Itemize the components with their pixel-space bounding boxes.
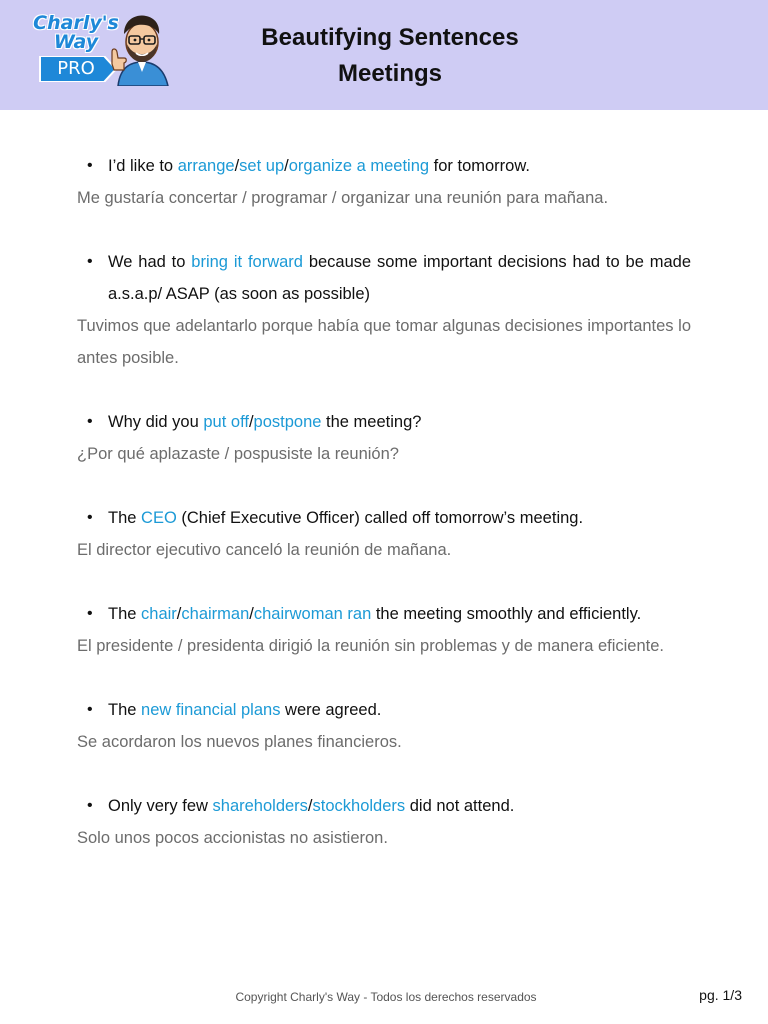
- sentence-text: /: [248, 413, 254, 431]
- bullet-icon: •: [87, 413, 93, 430]
- sentence-text: /: [249, 605, 254, 623]
- sentence-list: [77, 150, 691, 886]
- bullet-icon: •: [87, 797, 93, 814]
- page-subtitle: Meetings: [337, 60, 442, 87]
- sentence-text: the meeting?: [321, 413, 422, 431]
- highlighted-phrase: bring it forward: [191, 253, 303, 271]
- footer-copyright: Copyright Charly's Way - Todos los derechos reservados: [235, 990, 537, 1004]
- sentence-text: because some important decisions had to be made a.s.a.p/ ASAP (as soon as possible): [108, 253, 691, 303]
- logo-pro-label: PRO: [57, 58, 95, 79]
- sentence-text: The: [108, 509, 142, 527]
- mascot-icon: [108, 12, 172, 86]
- sentence-text: /: [176, 605, 182, 623]
- charlys-way-logo: [30, 12, 172, 90]
- sentence-entry: [77, 790, 691, 854]
- page-title: Beautifying Sentences: [261, 24, 519, 51]
- highlighted-phrase: stockholders: [312, 797, 406, 815]
- page-titles: [200, 20, 580, 92]
- logo-text-line1: Charly's: [33, 12, 119, 34]
- highlighted-phrase: chairwoman ran: [253, 605, 372, 623]
- english-sentence: [77, 246, 691, 310]
- bullet-icon: •: [87, 605, 93, 622]
- sentence-text: Why did you: [108, 413, 204, 431]
- english-sentence: [77, 406, 691, 438]
- sentence-entry: [77, 150, 691, 214]
- english-sentence: [77, 694, 691, 726]
- spanish-translation: El presidente / presidenta dirigió la reunión sin problemas y de manera eficiente.: [77, 637, 664, 655]
- highlighted-phrase: arrange: [177, 157, 235, 175]
- bullet-icon: •: [87, 701, 93, 718]
- bullet-icon: •: [87, 157, 93, 174]
- page-number: pg. 1/3: [699, 987, 742, 1003]
- sentence-text: were agreed.: [280, 701, 382, 719]
- sentence-text: Only very few: [108, 797, 213, 815]
- english-sentence: [77, 790, 691, 822]
- highlighted-phrase: chairman: [181, 605, 250, 623]
- sentence-entry: [77, 246, 691, 374]
- highlighted-phrase: set up: [239, 157, 285, 175]
- bullet-icon: •: [87, 253, 93, 270]
- highlighted-phrase: put off: [203, 413, 249, 431]
- sentence-text: We had to: [108, 253, 192, 271]
- highlighted-phrase: CEO: [141, 509, 177, 527]
- spanish-translation: Me gustaría concertar / programar / organizar una reunión para mañana.: [77, 189, 609, 207]
- sentence-text: the meeting smoothly and efficiently.: [371, 605, 642, 623]
- sentence-entry: [77, 406, 691, 470]
- spanish-translation: ¿Por qué aplazaste / pospusiste la reunión?: [77, 445, 399, 463]
- sentence-text: /: [307, 797, 313, 815]
- highlighted-phrase: new financial plans: [141, 701, 281, 719]
- english-sentence: [77, 150, 691, 182]
- sentence-text: I’d like to: [108, 157, 178, 175]
- highlighted-phrase: shareholders: [212, 797, 308, 815]
- highlighted-phrase: chair: [141, 605, 177, 623]
- spanish-translation: El director ejecutivo canceló la reunión de mañana.: [77, 541, 452, 559]
- highlighted-phrase: postpone: [253, 413, 322, 431]
- spanish-translation: Tuvimos que adelantarlo porque había que tomar algunas decisiones importantes lo antes posible.: [77, 317, 691, 367]
- sentence-entry: [77, 694, 691, 758]
- sentence-text: The: [108, 701, 142, 719]
- english-sentence: [77, 502, 691, 534]
- bullet-icon: •: [87, 509, 93, 526]
- spanish-translation: Solo unos pocos accionistas no asistieron.: [77, 829, 388, 847]
- highlighted-phrase: organize a meeting: [288, 157, 430, 175]
- sentence-entry: [77, 502, 691, 566]
- page-header: [0, 0, 768, 110]
- logo-text-line2: Way: [53, 31, 99, 53]
- sentence-text: for tomorrow.: [429, 157, 530, 175]
- sentence-text: (Chief Executive Officer) called off tomorrow’s meeting.: [176, 509, 584, 527]
- sentence-text: did not attend.: [405, 797, 515, 815]
- sentence-text: /: [234, 157, 240, 175]
- sentence-text: The: [108, 605, 142, 623]
- sentence-text: /: [284, 157, 289, 175]
- english-sentence: [77, 598, 691, 630]
- sentence-entry: [77, 598, 691, 662]
- spanish-translation: Se acordaron los nuevos planes financieros.: [77, 733, 402, 751]
